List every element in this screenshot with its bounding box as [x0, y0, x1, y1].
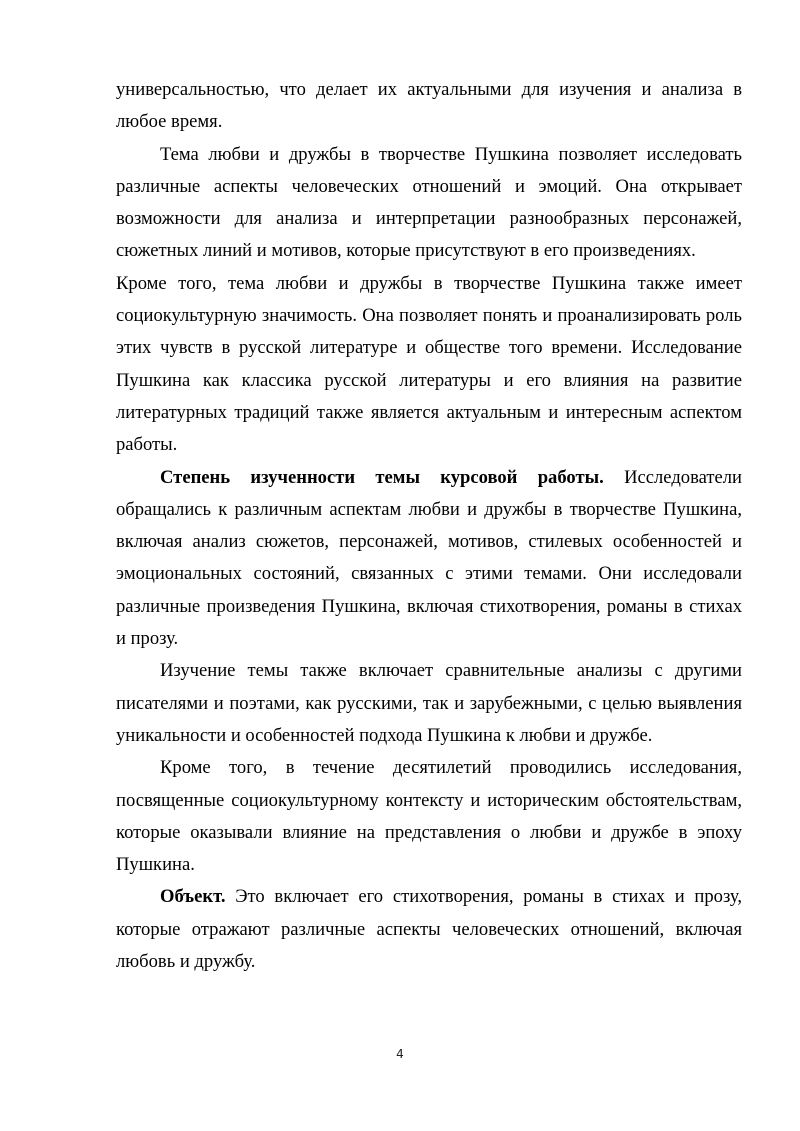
paragraph-degree-of-study: [116, 462, 742, 656]
paragraph-object: [116, 881, 742, 978]
paragraph-text: Кроме того, тема любви и дружбы в творчестве Пушкина также имеет социокультурную значимость. Она позволяет понять и проанализировать роль этих чувств в русской литературе и обществе того времени. Исследование Пушкина как классика русской литературы и его влияния на развитие литературных традиций также является актуальным и интересным аспектом работы.: [116, 272, 742, 456]
paragraph-sociocultural: [116, 268, 742, 462]
section-heading: Объект.: [160, 886, 226, 908]
paragraph-text: универсальностью, что делает их актуальными для изучения и анализа в любое время.: [116, 79, 742, 133]
paragraph-continuation: [116, 74, 742, 139]
section-heading: Степень изученности темы курсовой работы.: [160, 466, 604, 488]
document-page: [116, 74, 742, 978]
paragraph-comparative: [116, 655, 742, 752]
paragraph-text: Тема любви и дружбы в творчестве Пушкина позволяет исследовать различные аспекты человеческих отношений и эмоций. Она открывает возможности для анализа и интерпретации разнообразных персонажей, сюжетных линий и мотивов, которые присутствуют в его произведениях.: [116, 143, 742, 262]
paragraph-text: Это включает его стихотворения, романы в стихах и прозу, которые отражают различные аспекты человеческих отношений, включая любовь и дружбу.: [116, 886, 742, 973]
paragraph-text: Изучение темы также включает сравнительные анализы с другими писателями и поэтами, как русскими, так и зарубежными, с целью выявления уникальности и особенностей подхода Пушкина к любви и дружбе.: [116, 660, 742, 746]
paragraph-theme-relevance: [116, 139, 742, 268]
page-number: 4: [396, 1047, 404, 1061]
paragraph-text: Исследователи обращались к различным аспектам любви и дружбы в творчестве Пушкина, включая анализ сюжетов, персонажей, мотивов, стилевых особенностей и эмоциональных состояний, связанных с этими темами. Они исследовали различные произведения Пушкина, включая стихотворения, романы в стихах и прозу.: [116, 466, 742, 650]
paragraph-context: [116, 752, 742, 881]
paragraph-text: Кроме того, в течение десятилетий проводились исследования, посвященные социокультурному контексту и историческим обстоятельствам, которые оказывали влияние на представления о любви и дружбе в эпоху Пушкина.: [116, 757, 742, 876]
